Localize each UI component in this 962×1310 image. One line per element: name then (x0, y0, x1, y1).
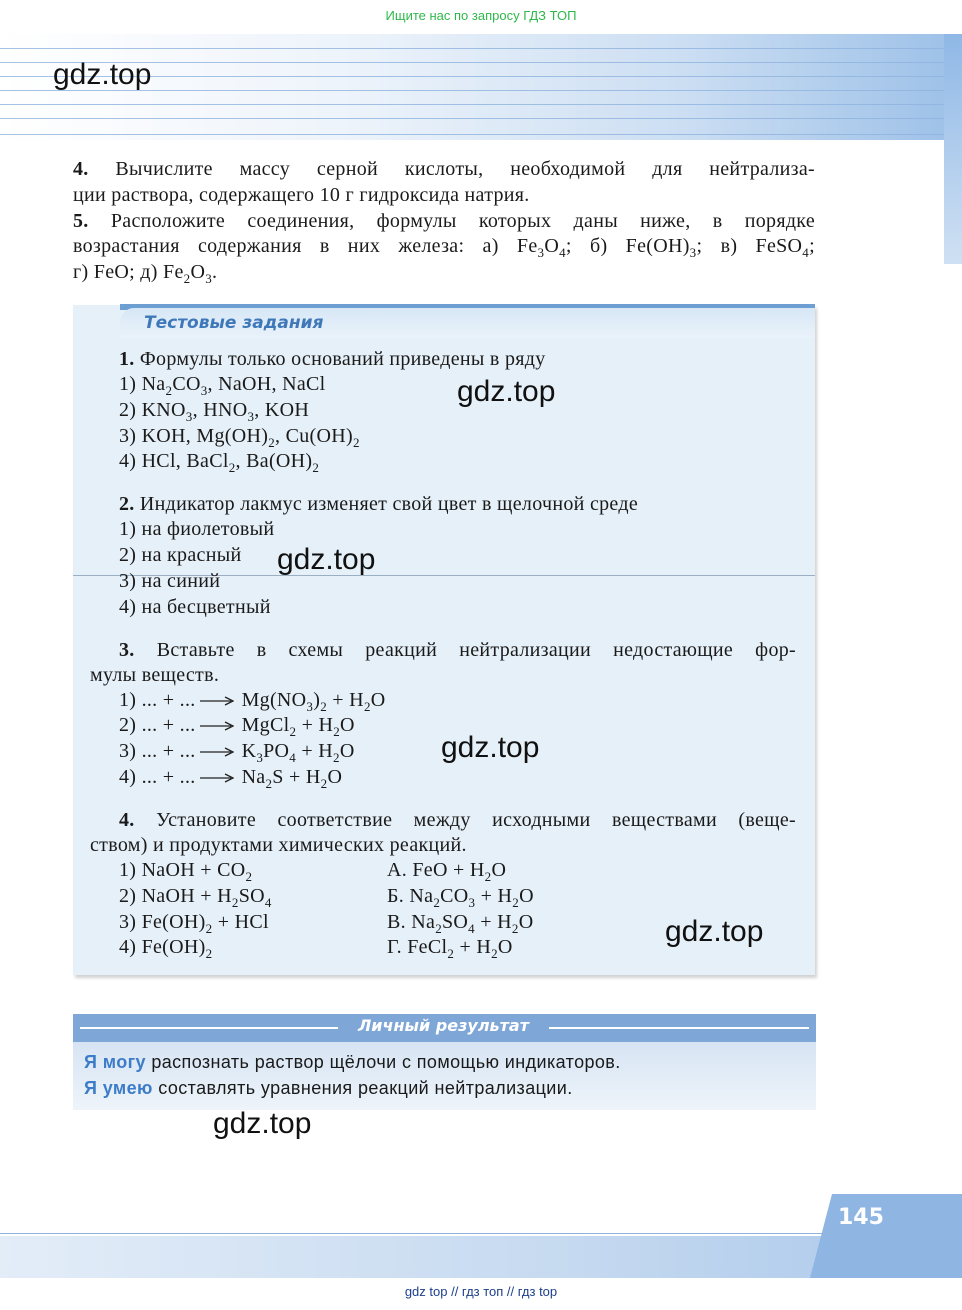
reaction-2: 2) ... + ... MgCl$_2$ + $H_2O$ (119, 714, 355, 739)
reaction-3: 3) ... + ... $K_3PO_4 + H_2O$ (119, 740, 355, 765)
page-number: 145 (838, 1205, 884, 1230)
reactant-3: 3) $Fe(OH)_2$ + HCl (119, 911, 269, 936)
watermark: gdz.top (665, 915, 764, 948)
bottom-note: gdz top // гдз топ // гдз top (404, 1284, 558, 1299)
personal-result-line-2: Я умею составлять уравнения реакций нейтрализации. (84, 1078, 573, 1098)
question-1-option-1: 1) $Na_2CO_3$, NaOH, NaCl (119, 373, 326, 398)
product-g: Г. FeCl$_2$ + $H_2O$ (387, 936, 513, 961)
question-4-line-1: 4. Установите соответствие между исходными веществами (веще- (119, 809, 796, 831)
watermark: gdz.top (457, 375, 556, 408)
personal-result-title: Личный результат (358, 1016, 529, 1035)
problem-5-line-2: возрастания содержания в них железа: а) $Fe_3O_4$; б) $Fe(OH)_3$; в) FeSO$_4$; (73, 235, 815, 260)
arrow-right-icon (200, 747, 234, 757)
personal-result-rule-left (80, 1027, 338, 1029)
problem-4-line-1: 4. Вычислите массу серной кислоты, необходимой для нейтрализа- (73, 158, 815, 180)
personal-result-line-1: Я могу распознать раствор щёлочи с помощью индикаторов. (84, 1052, 621, 1072)
question-2-option-4: 4) на бесцветный (119, 596, 271, 618)
reactant-4: 4) $Fe(OH)_2$ (119, 936, 213, 961)
product-b: Б. $Na_2CO_3 + H_2O$ (387, 885, 534, 910)
watermark: gdz.top (277, 543, 376, 576)
question-1: 1. Формулы только оснований приведены в ряду (119, 348, 546, 370)
question-3-line-1: 3. Вставьте в схемы реакций нейтрализации недостающие фор- (119, 639, 796, 661)
question-2-option-2: 2) на красный (119, 544, 242, 566)
product-v: В. $Na_2SO_4 + H_2O$ (387, 911, 534, 936)
question-1-option-2: 2) $KNO_3$, $HNO_3$, KOH (119, 399, 310, 424)
reactant-2: 2) NaOH + $H_2SO_4$ (119, 885, 272, 910)
question-4-line-2: ством) и продуктами химических реакций. (90, 834, 467, 856)
arrow-right-icon (200, 773, 234, 783)
top-note: Ищите нас по запросу ГДЗ ТОП (385, 8, 577, 23)
question-3-line-2: мулы веществ. (90, 664, 220, 686)
problem-5-line-3: г) FeO; д) $Fe_2O_3$. (73, 261, 218, 286)
page-number-tab (810, 1194, 962, 1278)
test-panel-title: Тестовые задания (144, 313, 324, 333)
footer-rule (0, 1233, 962, 1234)
question-1-option-3: 3) KOH, $Mg(OH)_2$, $Cu(OH)_2$ (119, 425, 360, 450)
reaction-4: 4) ... + ... $Na_2S + H_2O$ (119, 766, 343, 791)
reaction-1: 1) ... + ... $Mg(NO_3)_2 + H_2O$ (119, 689, 386, 714)
arrow-right-icon (200, 696, 234, 706)
watermark: gdz.top (441, 731, 540, 764)
question-1-option-4: 4) HCl, BaCl$_2$, $Ba(OH)_2$ (119, 450, 320, 475)
reactant-1: 1) NaOH + $CO_2$ (119, 859, 253, 884)
arrow-right-icon (200, 721, 234, 731)
question-2-option-3: 3) на синий (119, 570, 221, 592)
question-2-option-1: 1) на фиолетовый (119, 518, 275, 540)
right-decor-strip (944, 34, 962, 264)
question-2: 2. Индикатор лакмус изменяет свой цвет в щелочной среде (119, 493, 639, 515)
product-a: А. FeO + $H_2O$ (387, 859, 507, 884)
problem-5-line-1: 5. Расположите соединения, формулы которых даны ниже, в порядке (73, 210, 815, 232)
watermark: gdz.top (53, 58, 152, 91)
watermark: gdz.top (213, 1107, 312, 1140)
problem-4-line-2: ции раствора, содержащего 10 г гидроксида натрия. (73, 184, 530, 206)
personal-result-rule-right (549, 1027, 809, 1029)
